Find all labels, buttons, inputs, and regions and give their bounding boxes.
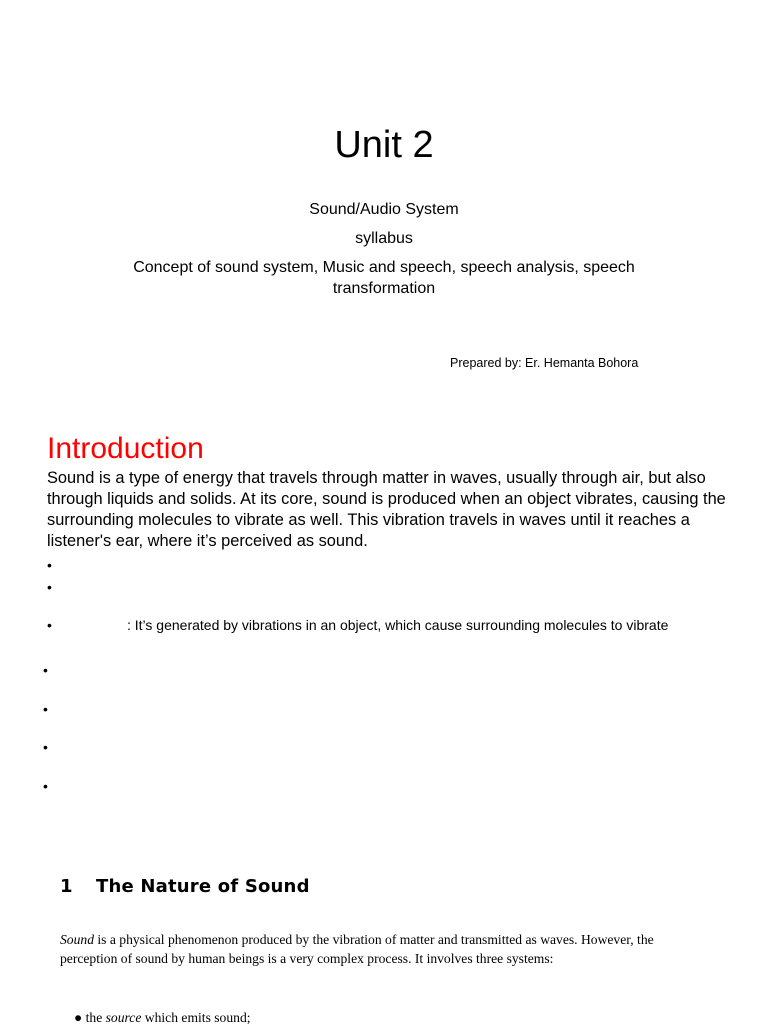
intro-heading: Introduction: [47, 432, 204, 465]
bullet-point: •: [43, 701, 48, 717]
section-title: The Nature of Sound: [96, 876, 310, 897]
list-italic: source: [105, 1010, 142, 1025]
bullet-line: [47, 615, 757, 635]
bullet-point: •: [47, 579, 52, 595]
intro-paragraph: Sound is a type of energy that travels through matter in waves, usually through air, but also through liquids and solids. At its core, sound is produced when an object vibrates, causing the surrounding molecules to vibrate as well. This vibration travels in waves until it reaches a listener's ear, where it’s perceived as sound.: [47, 469, 726, 550]
bullet-text: : It’s generated by vibrations in an object, which cause surrounding molecules to vibrate: [127, 617, 669, 633]
list-item: [74, 1008, 251, 1027]
bullet-point: •: [43, 662, 48, 678]
syllabus-text: Concept of sound system, Music and speech, speech analysis, speech transformation: [133, 259, 635, 297]
syllabus-label: syllabus: [355, 230, 413, 247]
list-post: which emits sound;: [141, 1010, 251, 1025]
list-pre: the: [85, 1010, 106, 1025]
list-bullet: ●: [74, 1010, 83, 1025]
prepared-by: Prepared by: Er. Hemanta Bohora: [450, 356, 639, 370]
bullet-point: •: [47, 617, 52, 633]
section-paragraph: [60, 930, 660, 968]
bullet-point: •: [43, 778, 48, 794]
bullet-point: •: [47, 557, 52, 573]
para-text: is a physical phenomenon produced by the vibration of matter and transmitted as waves. However, the perception of sound by human beings is a very complex process. It involves three systems:: [60, 932, 654, 966]
slide-subtitle: Sound/Audio System: [309, 201, 459, 218]
para-italic-word: Sound: [60, 932, 94, 947]
section-heading: [60, 874, 310, 900]
bullet-point: •: [43, 739, 48, 755]
section-number: 1: [60, 876, 73, 897]
slide-title: Unit 2: [334, 124, 434, 166]
